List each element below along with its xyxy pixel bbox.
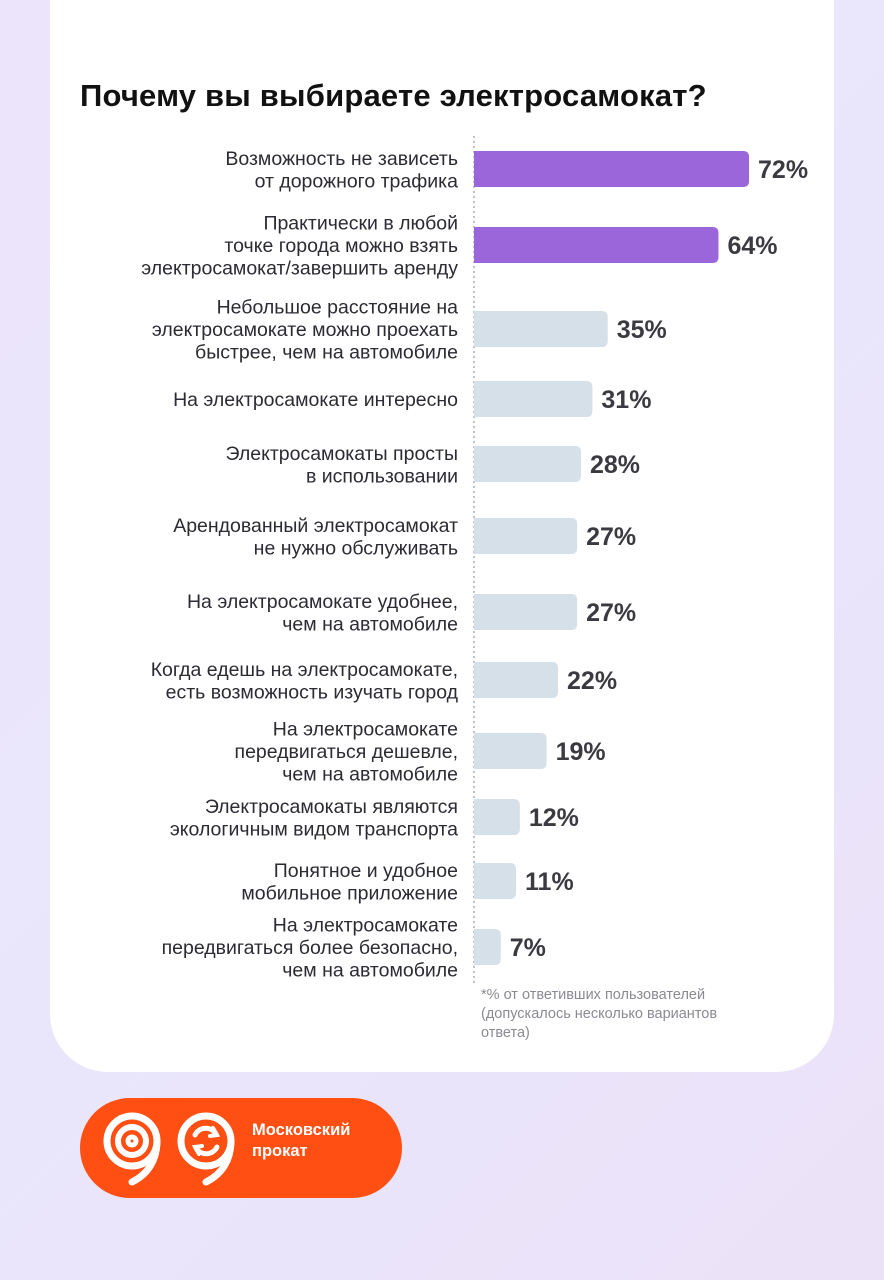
chart-title: Почему вы выбираете электросамокат? (80, 78, 707, 113)
category-label-line: не нужно обслуживать (253, 537, 458, 560)
category-label (170, 796, 458, 841)
category-label-line: передвигаться более безопасно, (161, 937, 458, 959)
category-label-line: Практически в любой (263, 212, 458, 235)
category-label (151, 659, 459, 704)
bar (474, 929, 501, 965)
bar (474, 381, 592, 417)
category-label-line: электросамокат/завершить аренду (141, 257, 458, 280)
category-label-line: электросамокате можно проехать (151, 319, 458, 341)
bar (474, 799, 520, 835)
category-label (152, 297, 458, 364)
category-label (187, 591, 458, 636)
category-label-line: быстрее, чем на автомобиле (195, 341, 458, 364)
bar (474, 662, 558, 698)
category-label-line: На электросамокате (272, 914, 458, 937)
category-label-line: экологичным видом транспорта (169, 818, 458, 841)
bar (474, 151, 749, 187)
data-label: 11% (525, 868, 574, 896)
category-label-line: Понятное и удобное (273, 859, 458, 882)
data-label: 27% (586, 599, 637, 627)
brand-logo[interactable] (80, 1098, 402, 1198)
data-label: 72% (758, 156, 809, 184)
footnote: *% от ответивших пользователей (допускалось несколько вариантов ответа) (481, 987, 718, 1041)
category-label (173, 389, 458, 411)
category-label (173, 515, 458, 560)
data-label: 19% (555, 738, 606, 766)
data-label: 22% (567, 667, 618, 695)
bar (474, 518, 577, 554)
category-label-line: есть возможность изучать город (165, 681, 458, 704)
brand-name: Московский прокат (252, 1121, 351, 1160)
category-label-line: от дорожного трафика (254, 170, 458, 193)
nine-icon (107, 1116, 157, 1182)
category-label-line: Когда едешь на электросамокате, (150, 658, 458, 681)
category-label-line: чем на автомобиле (282, 763, 458, 786)
bar (474, 446, 581, 482)
data-label: 31% (601, 386, 652, 414)
category-label-line: Небольшое расстояние на (216, 296, 458, 319)
bar (474, 733, 547, 769)
category-label-line: чем на автомобиле (282, 613, 458, 636)
bar (474, 594, 577, 630)
category-label (225, 148, 458, 193)
bar (474, 863, 516, 899)
data-label: 27% (586, 523, 637, 551)
category-label-line: точке города можно взять (224, 235, 458, 257)
data-label: 7% (509, 934, 546, 962)
nine-cycle-icon (181, 1116, 231, 1182)
data-label: 35% (616, 316, 667, 344)
category-label (235, 719, 458, 786)
category-label-line: чем на автомобиле (282, 959, 458, 982)
category-label-line: мобильное приложение (241, 882, 458, 905)
data-label: 12% (528, 804, 579, 832)
category-label-line: передвигаться дешевле, (234, 741, 458, 763)
category-label (226, 443, 459, 488)
category-label (141, 213, 458, 280)
data-label: 64% (727, 232, 778, 260)
category-label (241, 860, 458, 905)
category-label-line: Электросамокаты являются (204, 795, 458, 818)
bar (474, 227, 718, 263)
category-label-line: Арендованный электросамокат (173, 514, 458, 537)
bar (474, 311, 608, 347)
category-label-line: Возможность не зависеть (225, 147, 458, 170)
category-label-line: На электросамокате интересно (173, 389, 458, 411)
category-label-line: Электросамокаты просты (225, 442, 458, 465)
category-label-line: На электросамокате (272, 718, 458, 741)
category-label (162, 915, 458, 982)
category-label-line: На электросамокате удобнее, (186, 590, 458, 613)
data-label: 28% (589, 451, 641, 479)
category-label-line: в использовании (305, 465, 458, 488)
